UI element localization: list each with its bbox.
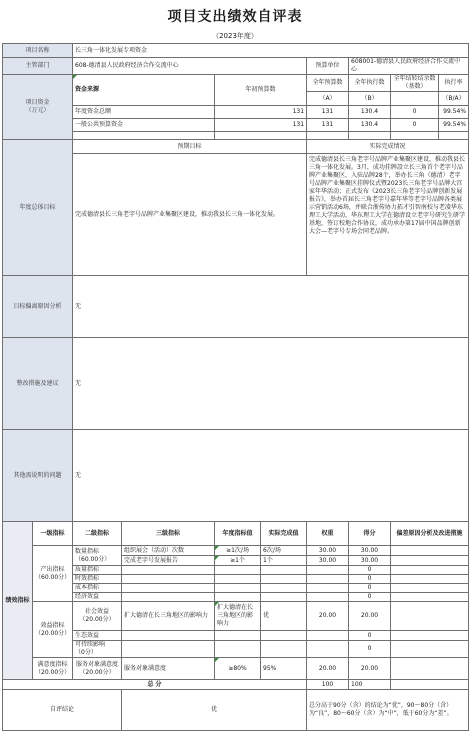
indicator-row	[3, 631, 469, 641]
budget-unit-value: 608001-德清县人民政府经济合作交流中心	[349, 58, 469, 75]
col-ba-header: （B/A）	[439, 92, 469, 106]
project-name-label: 项目名称	[3, 44, 73, 58]
other-issues-value: 无	[73, 430, 469, 522]
col-a-header: （A）	[307, 92, 349, 106]
indicator-target: 扩大德清在长三角地区的影响力	[215, 602, 261, 631]
self-eval-note: 总分高于90分（含）的结论为“优”，90～80分（含）为“良”，80～60分（含）为“中”，低于60分为“差”。	[307, 690, 469, 731]
department-value: 608-德清县人民政府经济合作交流中心	[73, 58, 307, 75]
funds-transfer: 0	[391, 119, 439, 132]
indicators-label: 绩效指标	[3, 522, 33, 680]
actual-result-header: 实际完成情况	[307, 140, 469, 154]
total-label: 总 分	[3, 680, 307, 690]
measures-label: 整改措施及建议	[3, 338, 73, 430]
indicator-weight: 30.00	[307, 556, 349, 566]
funds-row-general	[3, 119, 469, 132]
l1-header: 一级指标	[33, 522, 73, 546]
budget-unit-label: 预算单位	[307, 58, 349, 75]
indicator-weight: 20.00	[307, 658, 349, 680]
indicator-l2: 社会效益 （20.00分）	[73, 602, 122, 631]
project-name-value: 长三角一体化发展专项资金	[73, 44, 469, 58]
actual-result-text: 完成德清县长三角老字号品牌产业集聚区建设，推动我县长三角一体化发展。3月，成功挂牌設立长三角首个老字号品牌产业集聚区，入驻品牌28个，举办长三角（德清）老字号品牌产业集聚区挂牌仪式暨2023长三角老字号品牌大宫家年华活动；正式发布《2023长三角老字号品牌创新发展报告》，举办首届长三角老字号嘉年华等老字号品牌各类展示营销活动6场，并联合浙传协力拓才引智南校与老凌华东理工大学活动，华东理工大学在德清设立老字号研究生研学基地，签订校地合作协议，成功承办第17届中国品牌创新大会—老字号专场会同老品牌。	[307, 154, 469, 276]
self-eval-row	[3, 690, 469, 731]
indicator-score: 0	[349, 641, 391, 658]
indicator-l2: 成本指标	[73, 584, 122, 593]
benefit-group: 效益指标 （20.00分）	[33, 602, 73, 658]
indicator-l2: 时效指标	[73, 575, 122, 584]
deviation-value: 无	[73, 276, 469, 338]
funds-annual: 131	[215, 119, 307, 132]
total-row	[3, 680, 469, 690]
other-issues-label: 其他需说明的问题	[3, 430, 73, 522]
indicator-l2: 可持续影响 （0分）	[73, 641, 122, 658]
output-group: 产出指标 （60.00分）	[33, 546, 73, 602]
total-weight: 100	[307, 680, 349, 690]
indicator-row	[3, 658, 469, 680]
l2-header: 二级指标	[73, 522, 122, 546]
indicator-l3: 服务对象满意度	[122, 658, 215, 680]
evaluation-table	[2, 43, 469, 731]
expected-goal-header: 预期目标	[73, 140, 307, 154]
funds-row-total	[3, 106, 469, 119]
funds-label: 项目资金 （万元）	[3, 75, 73, 140]
funds-source-header: 资金来源	[73, 75, 215, 106]
indicator-row	[3, 566, 469, 575]
funds-transfer: 0	[391, 106, 439, 119]
indicator-actual: 6次/场	[261, 546, 307, 556]
indicator-row	[3, 546, 469, 556]
deviation-label: 目标偏离原因分析	[3, 276, 73, 338]
transfer-header: 全年结转结余数（基数）	[391, 75, 439, 92]
deviation-row	[3, 276, 469, 338]
indicator-row	[3, 584, 469, 593]
col-empty-header	[391, 92, 439, 106]
reason-header: 偏差原因分析及改进措施	[391, 522, 469, 546]
funds-annual: 131	[215, 106, 307, 119]
full-exec-header: 全年执行数	[349, 75, 391, 92]
weight-header: 权重	[307, 522, 349, 546]
indicator-row	[3, 593, 469, 602]
indicator-actual: 1个	[261, 556, 307, 566]
col-b-header: （B）	[349, 92, 391, 106]
indicator-row	[3, 602, 469, 631]
measures-row	[3, 338, 469, 430]
indicators-header-row	[3, 522, 469, 546]
indicator-weight: 30.00	[307, 546, 349, 556]
measures-value: 无	[73, 338, 469, 430]
indicator-score: 30.00	[349, 546, 391, 556]
department-row	[3, 58, 469, 75]
indicator-target: ≥1次/场	[215, 546, 261, 556]
indicator-score: 20.00	[349, 602, 391, 631]
indicator-actual: 95%	[261, 658, 307, 680]
score-header: 得分	[349, 522, 391, 546]
indicator-row	[3, 575, 469, 584]
indicator-weight: 20.00	[307, 602, 349, 631]
expected-goal-text: 完成德清县长三角老字号品牌产业集聚区建设，推动我县长三角一体化发展。	[73, 154, 307, 276]
self-eval-label: 自评结论	[3, 690, 122, 731]
funds-rate: 99.54%	[439, 119, 469, 132]
indicator-score: 0	[349, 631, 391, 641]
funds-source: 一般公共预算资金	[73, 119, 215, 132]
self-eval-result: 优	[122, 690, 307, 731]
funds-exec: 130.4	[349, 119, 391, 132]
indicator-score: 0	[349, 593, 391, 602]
indicator-l2: 数量指标 （60.00分）	[73, 546, 122, 566]
indicator-l3: 组织展会（活动）次数	[122, 546, 215, 556]
indicator-l2: 经济效益	[73, 593, 122, 602]
page-title: 项目支出绩效自评表	[167, 9, 303, 25]
full-budget-header: 全年预算数	[307, 75, 349, 92]
funds-header-row-1	[3, 75, 469, 92]
funds-row-spacer	[3, 132, 469, 140]
indicator-l2: 生态效益	[73, 631, 122, 641]
indicator-l2: 服务对象满意度 （20.00分）	[73, 658, 122, 680]
department-label: 主管部门	[3, 58, 73, 75]
indicator-score: 0	[349, 575, 391, 584]
indicator-l3: 扩大德清在长三角地区的影响力	[122, 602, 215, 631]
indicator-target: ≥1个	[215, 556, 261, 566]
total-score: 100	[349, 680, 391, 690]
exec-rate-header: 执行率	[439, 75, 469, 92]
annual-budget-header: 年初预算数	[215, 75, 307, 106]
indicator-score: 20.00	[349, 658, 391, 680]
goals-header-row	[3, 140, 469, 154]
actual-header: 实际完成值	[261, 522, 307, 546]
indicator-l2: 质量指标	[73, 566, 122, 575]
project-name-row	[3, 44, 469, 58]
l3-header: 三级指标	[122, 522, 215, 546]
funds-source: 年度资金总额	[73, 106, 215, 119]
indicator-l3: 完成老字号发展报告	[122, 556, 215, 566]
target-header: 年度指标值	[215, 522, 261, 546]
funds-full: 131	[307, 119, 349, 132]
funds-full: 131	[307, 106, 349, 119]
indicator-target: ≥80%	[215, 658, 261, 680]
goals-content-row	[3, 154, 469, 276]
indicator-score: 30.00	[349, 556, 391, 566]
indicator-actual: 优	[261, 602, 307, 631]
report-year: （2023年度）	[212, 32, 258, 40]
funds-exec: 130.4	[349, 106, 391, 119]
funds-rate: 99.54%	[439, 106, 469, 119]
indicator-row	[3, 641, 469, 658]
annual-goal-label: 年度总体目标	[3, 140, 73, 276]
indicator-score: 0	[349, 566, 391, 575]
indicator-score: 0	[349, 584, 391, 593]
other-issues-row	[3, 430, 469, 522]
satisfaction-group: 满意度指标 （20.00分）	[33, 658, 73, 680]
